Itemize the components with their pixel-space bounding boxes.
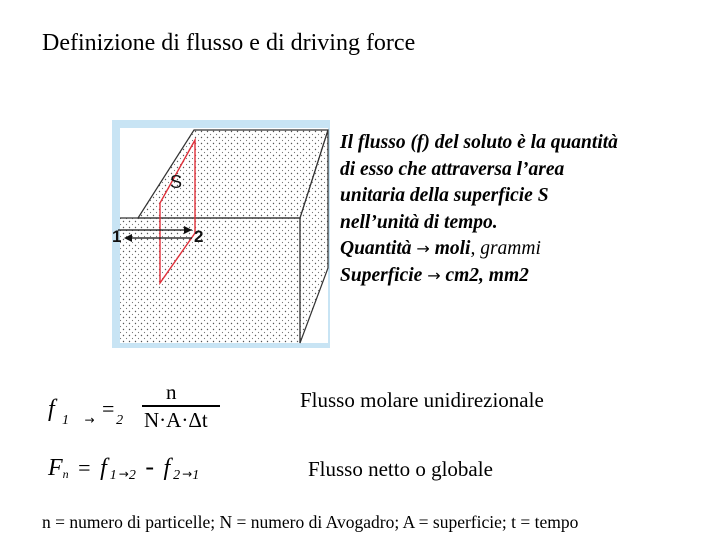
label-s: S xyxy=(170,172,183,192)
desc-quantity-label: Quantità xyxy=(340,238,417,260)
eq1-f: f xyxy=(48,396,55,422)
eq2-arrow-icon: → xyxy=(118,467,129,481)
eq2-minus: - xyxy=(145,452,154,481)
desc-grams: , grammi xyxy=(470,238,541,260)
desc-line-2: di esso che attraversa l’area xyxy=(340,158,565,180)
eq2-F: F xyxy=(48,455,63,481)
eq2-s2-to: 1 xyxy=(192,468,200,483)
eq1-arrow-icon: → xyxy=(84,413,95,427)
eq2-arrow-icon: → xyxy=(182,467,193,481)
label-2: 2 xyxy=(194,227,204,246)
right-arrow-icon: → xyxy=(427,265,441,285)
net-flux-label: Flusso netto o globale xyxy=(308,457,493,481)
desc-line-5 xyxy=(340,236,710,263)
eq2-f2: f xyxy=(163,455,171,481)
cube-front-face xyxy=(120,218,300,343)
flux-cube-figure xyxy=(110,118,332,350)
desc-surface-label: Superficie xyxy=(340,264,428,286)
eq1-numerator: n xyxy=(166,380,177,404)
eq2-equals: = xyxy=(78,455,91,480)
eq1-denominator: N·A·Δt xyxy=(144,408,208,432)
eq2-s1-to: 2 xyxy=(128,468,136,483)
desc-line-3: unitaria della superficie S xyxy=(340,185,549,207)
symbol-legend-footnote: n = numero di particelle; N = numero di Avogadro; A = superficie; t = tempo xyxy=(42,512,579,532)
eq1-fraction-bar xyxy=(142,405,220,407)
desc-moles: moli xyxy=(429,238,471,260)
desc-line-4: nell’unità di tempo. xyxy=(340,211,498,233)
unidirectional-flux-label: Flusso molare unidirezionale xyxy=(300,388,544,412)
eq1-sub-from: 1 xyxy=(62,413,69,428)
desc-surface-units: cm2, mm2 xyxy=(440,264,529,286)
eq2-s2-from: 2 xyxy=(173,468,181,483)
net-flux-equation xyxy=(48,452,288,488)
unidirectional-flux-equation xyxy=(48,380,288,444)
slide-title: Definizione di flusso e di driving force xyxy=(42,30,416,56)
flux-definition-text xyxy=(340,130,710,290)
label-1: 1 xyxy=(112,227,122,246)
desc-line-6 xyxy=(340,263,710,290)
eq2-sub-net: n xyxy=(62,467,69,481)
right-arrow-icon: → xyxy=(416,239,430,259)
eq2-s1-from: 1 xyxy=(109,468,117,483)
eq2-f1: f xyxy=(100,455,107,481)
desc-line-1: Il flusso (f) del soluto è la quantità xyxy=(340,132,618,153)
eq1-equals: = xyxy=(102,396,115,421)
eq1-sub-to: 2 xyxy=(116,413,124,428)
